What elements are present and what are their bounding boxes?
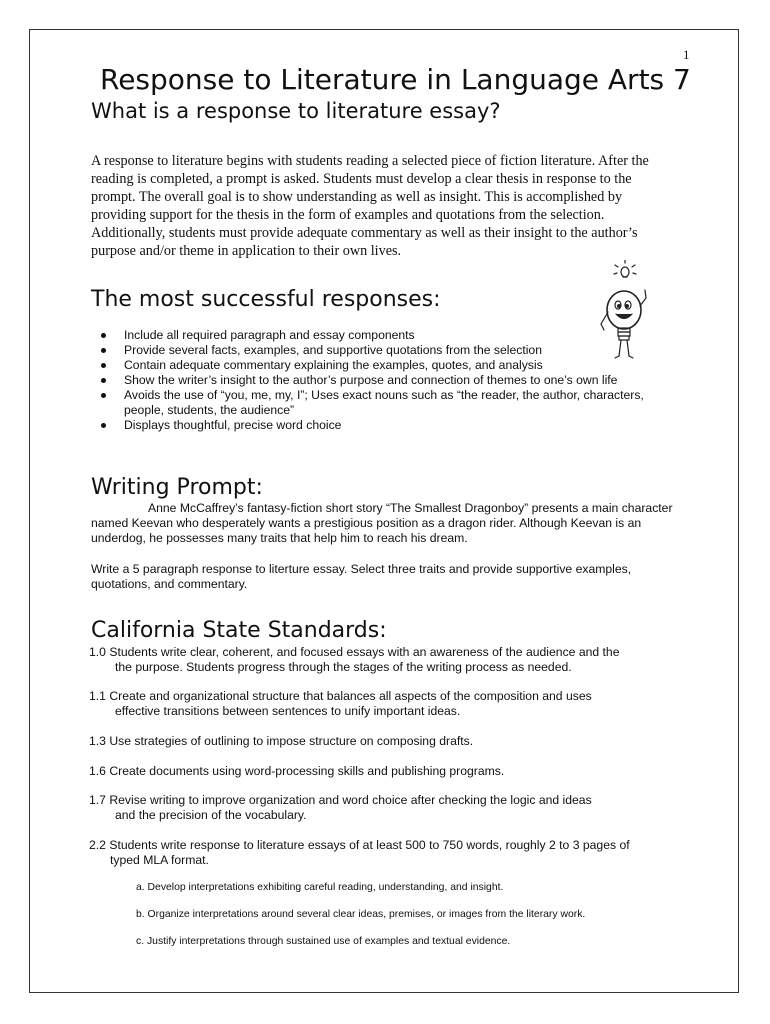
list-item: Displays thoughtful, precise word choice	[101, 418, 681, 433]
intro-paragraph	[91, 152, 691, 260]
list-item: Avoids the use of “you, me, my, I”; Uses exact nouns such as “the reader, the author, characters, people, students, the audience”	[101, 388, 681, 418]
list-item: Contain adequate commentary explaining the examples, quotes, and analysis	[101, 358, 681, 373]
standard-item: 1.7 Revise writing to improve organization and word choice after checking the logic and ideas and the precision of the vocabulary.	[89, 793, 592, 822]
list-item: Include all required paragraph and essay components	[101, 328, 681, 343]
bullet-icon	[101, 333, 106, 338]
assignment-line: quotations, and commentary.	[91, 577, 248, 591]
standards-heading: California State Standards:	[91, 618, 387, 643]
standard-item: 2.2 Students write response to literature essays of at least 500 to 750 words, roughly 2 to 3 pages of typed MLA format.	[89, 838, 630, 867]
document-subtitle: What is a response to literature essay?	[91, 99, 501, 123]
assignment-paragraph	[91, 562, 676, 592]
intro-line: prompt. The overall goal is to show understanding as well as insight. This is accomplished by	[91, 189, 623, 205]
list-item: Provide several facts, examples, and supportive quotations from the selection	[101, 343, 681, 358]
intro-line: Additionally, students must provide adequate commentary as well as their insight to the author’s	[91, 225, 638, 241]
prompt-line: underdog, he possesses many traits that help him to reach his dream.	[91, 531, 468, 545]
substandard-item: a. Develop interpretations exhibiting careful reading, understanding, and insight.	[136, 882, 504, 893]
standard-item: 1.1 Create and organizational structure that balances all aspects of the composition and uses effective transitions between sentences to unify important ideas.	[89, 689, 592, 718]
intro-line: purpose and/or theme in application to their own lives.	[91, 243, 402, 259]
writing-prompt-heading: Writing Prompt:	[91, 475, 263, 500]
list-item: Show the writer’s insight to the author’s purpose and connection of themes to one’s own life	[101, 373, 681, 388]
prompt-paragraph	[91, 501, 676, 546]
bullet-icon	[101, 378, 106, 383]
page-number: 1	[683, 47, 690, 62]
prompt-line: Anne McCaffrey’s fantasy-fiction short story “The Smallest Dragonboy” presents a main character	[148, 501, 673, 515]
intro-line: providing support for the thesis in the form of examples and quotations from the selection.	[91, 207, 605, 223]
standard-item: 1.3 Use strategies of outlining to impose structure on composing drafts.	[89, 734, 474, 748]
assignment-line: Write a 5 paragraph response to literture essay. Select three traits and provide supportive examples,	[91, 562, 632, 576]
substandard-item: c. Justify interpretations through sustained use of examples and textual evidence.	[136, 936, 511, 947]
intro-line: reading is completed, a prompt is asked. Students must develop a clear thesis in response to the	[91, 171, 632, 187]
prompt-line: named Keevan who desperately wants a prestigious position as a dragon rider. Although Keevan is an	[91, 516, 642, 530]
substandard-item: b. Organize interpretations around several clear ideas, premises, or images from the literary work.	[136, 909, 586, 920]
intro-line: A response to literature begins with students reading a selected piece of fiction literature. After the	[91, 153, 649, 169]
bullet-icon	[101, 393, 106, 398]
document-title: Response to Literature in Language Arts 7	[100, 63, 691, 96]
standard-item: 1.6 Create documents using word-processing skills and publishing programs.	[89, 764, 505, 778]
bullet-icon	[101, 348, 106, 353]
successful-responses-heading: The most successful responses:	[91, 287, 441, 312]
standard-item: 1.0 Students write clear, coherent, and focused essays with an awareness of the audience and the the purpose. Students progress through the stages of the writing process as needed.	[89, 645, 620, 674]
success-criteria-list	[101, 328, 681, 433]
bullet-icon	[101, 423, 106, 428]
bullet-icon	[101, 363, 106, 368]
